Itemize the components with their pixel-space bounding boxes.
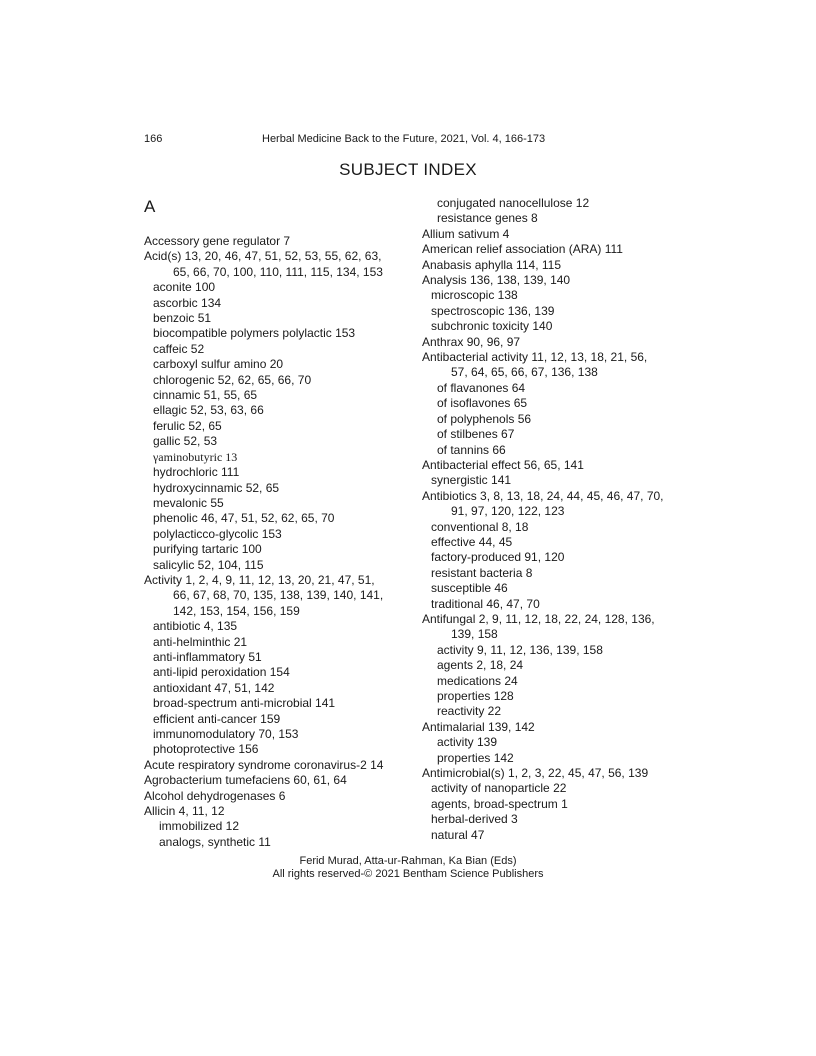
index-entry: subchronic toxicity 140 <box>431 319 553 334</box>
index-entry: antioxidant 47, 51, 142 <box>153 680 275 695</box>
index-entry: biocompatible polymers polylactic 153 <box>153 326 356 341</box>
index-entry: activity 139 <box>437 735 498 750</box>
index-entry: aconite 100 <box>153 280 216 295</box>
index-entry: Antibiotics 3, 8, 13, 18, 24, 44, 45, 46, 47, 70, <box>422 488 664 503</box>
index-entry: conjugated nanocellulose 12 <box>437 196 590 210</box>
index-entry: Antimalarial 139, 142 <box>422 719 535 734</box>
index-entry: properties 128 <box>437 689 514 703</box>
footer-editors: Ferid Murad, Atta-ur-Rahman, Ka Bian (Eds) <box>299 855 517 867</box>
journal-header: Herbal Medicine Back to the Future, 2021, Vol. 4, 166-173 <box>262 133 546 145</box>
index-entry: cinnamic 51, 55, 65 <box>153 388 258 403</box>
index-entry: polylacticco-glycolic 153 <box>153 526 282 541</box>
index-entry: susceptible 46 <box>431 581 508 596</box>
index-entry: resistance genes 8 <box>437 211 538 226</box>
index-entry: Anabasis aphylla 114, 115 <box>422 257 561 272</box>
index-entry: Allicin 4, 11, 12 <box>144 804 225 819</box>
index-entry: Activity 1, 2, 4, 9, 11, 12, 13, 20, 21, 47, 51, <box>144 572 375 587</box>
index-entry: caffeic 52 <box>153 341 205 356</box>
index-entry: Analysis 136, 138, 139, 140 <box>422 273 571 288</box>
index-entry: photoprotective 156 <box>153 742 259 757</box>
index-entry: immobilized 12 <box>159 819 240 834</box>
index-column-left <box>144 234 404 850</box>
index-entry: reactivity 22 <box>437 704 502 719</box>
index-entry: activity 9, 11, 12, 136, 139, 158 <box>437 642 603 657</box>
index-entry: herbal-derived 3 <box>431 812 518 827</box>
index-entry: ascorbic 134 <box>153 295 222 310</box>
index-entry: gallic 52, 53 <box>153 434 218 449</box>
index-entry: 142, 153, 154, 156, 159 <box>173 603 300 618</box>
index-entry: efficient anti-cancer 159 <box>153 711 281 726</box>
index-entry: γaminobutyric 13 <box>153 449 238 464</box>
index-entry: Acute respiratory syndrome coronavirus-2 14 <box>144 757 384 772</box>
index-column-right <box>422 196 682 843</box>
index-entry: microscopic 138 <box>431 288 518 303</box>
index-entry: broad-spectrum anti-microbial 141 <box>153 696 336 711</box>
index-entry: of flavanones 64 <box>437 380 526 395</box>
index-entry: Antibacterial effect 56, 65, 141 <box>422 457 584 472</box>
index-entry: analogs, synthetic 11 <box>159 834 271 849</box>
index-entry: Antifungal 2, 9, 11, 12, 18, 22, 24, 128, 136, <box>422 611 655 626</box>
section-letter: A <box>144 197 156 216</box>
page-title: SUBJECT INDEX <box>339 160 477 179</box>
index-entry: traditional 46, 47, 70 <box>431 596 540 611</box>
index-entry: activity of nanoparticle 22 <box>431 781 567 796</box>
index-entry: mevalonic 55 <box>153 495 224 510</box>
index-entry: conventional 8, 18 <box>431 519 529 534</box>
index-entry: carboxyl sulfur amino 20 <box>153 357 284 372</box>
index-entry: salicylic 52, 104, 115 <box>153 557 264 572</box>
index-entry: Alcohol dehydrogenases 6 <box>144 788 286 803</box>
index-entry: of tannins 66 <box>437 442 506 457</box>
index-entry: 66, 67, 68, 70, 135, 138, 139, 140, 141, <box>173 588 384 603</box>
index-entry: ellagic 52, 53, 63, 66 <box>153 403 264 418</box>
index-entry: chlorogenic 52, 62, 65, 66, 70 <box>153 372 312 387</box>
index-entry: 91, 97, 120, 122, 123 <box>451 504 565 519</box>
footer-rights: All rights reserved-© 2021 Bentham Science Publishers <box>272 868 544 880</box>
index-entry: anti-helminthic 21 <box>153 634 248 649</box>
index-entry: agents, broad-spectrum 1 <box>431 796 568 811</box>
index-entry: hydrochloric 111 <box>153 465 240 480</box>
index-entry: synergistic 141 <box>431 473 512 488</box>
page-number: 166 <box>144 133 163 145</box>
index-entry: of polyphenols 56 <box>437 411 532 426</box>
index-entry: 139, 158 <box>451 627 498 642</box>
index-entry: ferulic 52, 65 <box>153 418 222 433</box>
index-entry: phenolic 46, 47, 51, 52, 62, 65, 70 <box>153 511 335 526</box>
index-entry: immunomodulatory 70, 153 <box>153 727 299 741</box>
index-entry: 65, 66, 70, 100, 110, 111, 115, 134, 153 <box>173 264 383 279</box>
index-entry: spectroscopic 136, 139 <box>431 303 555 318</box>
index-entry: 57, 64, 65, 66, 67, 136, 138 <box>451 365 598 380</box>
index-entry: American relief association (ARA) 111 <box>422 242 623 257</box>
index-entry: of isoflavones 65 <box>437 396 528 411</box>
index-entry: Allium sativum 4 <box>422 226 510 241</box>
index-entry: agents 2, 18, 24 <box>437 658 524 673</box>
index-entry: anti-lipid peroxidation 154 <box>153 665 290 680</box>
index-entry: of stilbenes 67 <box>437 427 515 442</box>
index-entry: Acid(s) 13, 20, 46, 47, 51, 52, 53, 55, 62, 63, <box>144 249 382 264</box>
index-entry: purifying tartaric 100 <box>153 542 262 557</box>
index-entry: hydroxycinnamic 52, 65 <box>153 480 280 495</box>
index-entry: Agrobacterium tumefaciens 60, 61, 64 <box>144 773 347 788</box>
index-entry: antibiotic 4, 135 <box>153 619 238 634</box>
index-entry: Anthrax 90, 96, 97 <box>422 334 521 349</box>
index-entry: factory-produced 91, 120 <box>431 550 565 565</box>
index-entry: effective 44, 45 <box>431 534 513 549</box>
index-entry: properties 142 <box>437 750 514 765</box>
index-entry: natural 47 <box>431 827 485 842</box>
index-entry: anti-inflammatory 51 <box>153 649 262 664</box>
index-entry: Accessory gene regulator 7 <box>144 234 291 248</box>
index-entry: Antimicrobial(s) 1, 2, 3, 22, 45, 47, 56, 139 <box>422 766 649 781</box>
index-entry: Antibacterial activity 11, 12, 13, 18, 21, 56, <box>422 350 648 365</box>
index-entry: benzoic 51 <box>153 311 212 326</box>
index-entry: medications 24 <box>437 673 518 688</box>
index-entry: resistant bacteria 8 <box>431 565 533 580</box>
